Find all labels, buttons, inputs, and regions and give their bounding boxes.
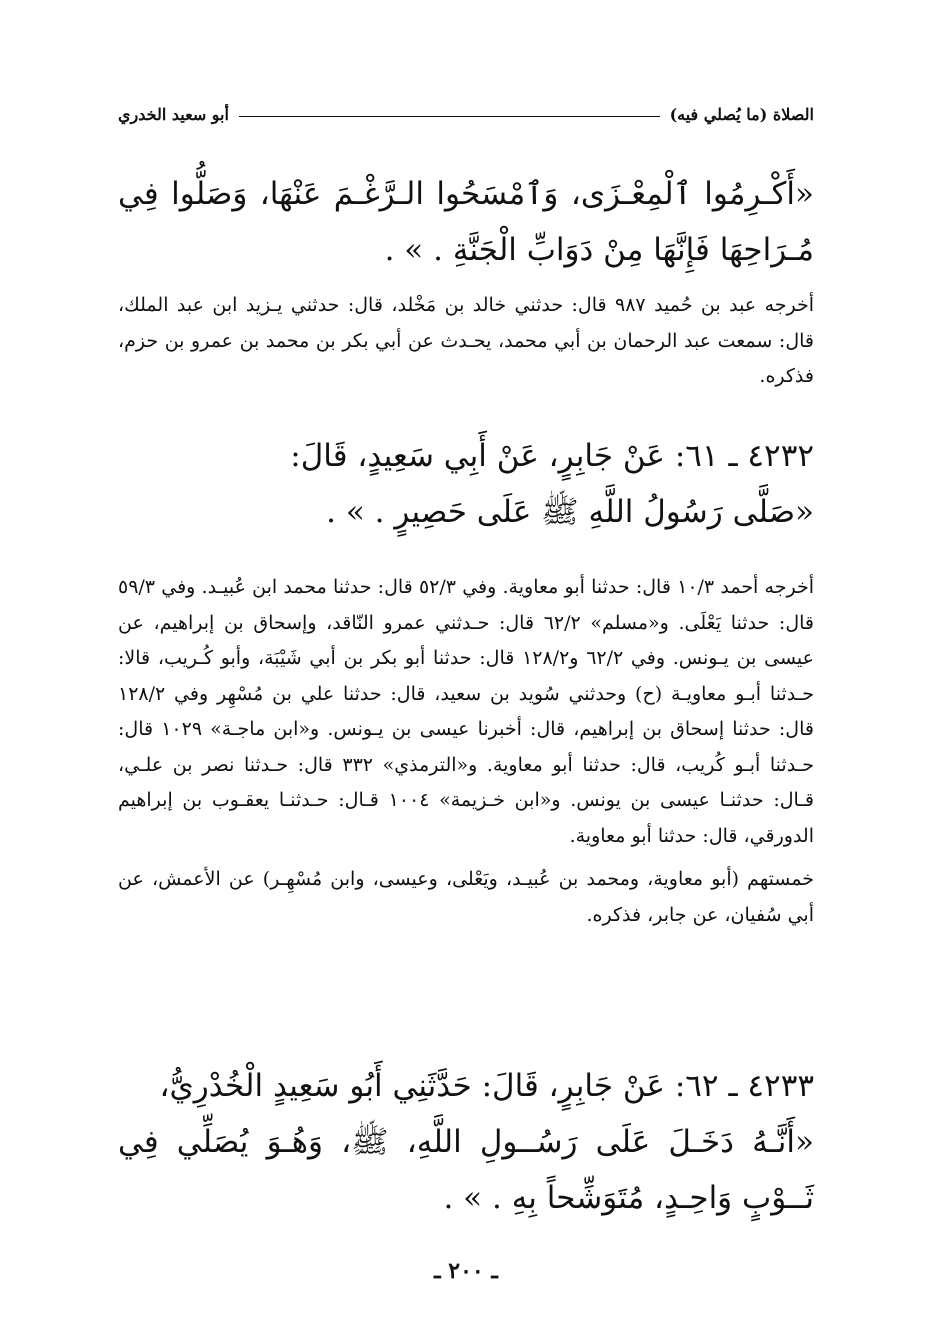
hadith-text-a [118, 166, 814, 278]
hadith-matn: «صَلَّى رَسُولُ اللَّهِ ﷺ عَلَى حَصِيرٍ . » . [326, 494, 814, 530]
takhrij-summary: خمستهم (أبو معاوية، ومحمد بن عُبيـد، ويَعْلى، وعيسى، وابن مُسْهِـر) عن الأعمش، عن أبي سُفيان، عن جابر، فذكره. [118, 868, 814, 926]
header-rule [239, 116, 660, 117]
hadith-heading: ٤٢٣٣ ـ ٦٢: عَنْ جَابِرٍ، قَالَ: حَدَّثَنِي أَبُو سَعِيدٍ الْخُدْرِيُّ، [159, 1068, 814, 1104]
hadith-heading: ٤٢٣٢ ـ ٦١: عَنْ جَابِرٍ، عَنْ أَبِي سَعِيدٍ، قَالَ: [290, 438, 814, 474]
hadith-4233 [118, 1058, 814, 1226]
running-header [118, 96, 814, 124]
hadith-matn: «أَنَّـهُ دَخَـلَ عَلَى رَسُــولِ اللَّهِ، ﷺ، وَهُـوَ يُصَلِّي فِي ثَــوْبٍ وَاحِـدٍ، مُتَوَشِّحاً بِهِ . » . [118, 1124, 814, 1216]
header-section-title: أبو سعيد الخدري [118, 105, 229, 124]
takhrij-4232 [118, 570, 814, 933]
hadith-matn: «أَكْـرِمُوا ٱلْمِعْـزَى، وَٱمْسَحُوا الـرَّغْـمَ عَنْهَا، وَصَلُّوا فِي مُـرَاحِهَا فَإِنَّهَا مِنْ دَوَابِّ الْجَنَّةِ . » . [118, 176, 814, 268]
header-chapter-title: الصلاة (ما يُصلي فيه) [669, 105, 814, 124]
page-number: ـ ٢٠٠ ـ [434, 1258, 498, 1284]
hadith-4232 [118, 428, 814, 540]
takhrij-paragraph: أخرجه عبد بن حُميد ٩٨٧ قال: حدثني خالد بن مَخْلد، قال: حدثني يـزيد ابن عبد الملك، قال: سمعت عبد الرحمان بن أبي محمد، يحـدث عن أبي بكر بن محمد بن عمرو بن حزم، فذكره. [118, 294, 815, 387]
takhrij-a [118, 288, 814, 395]
takhrij-paragraph: أخرجه أحمد ١٠/٣ قال: حدثنا أبو معاوية. وفي ٥٢/٣ قال: حدثنا محمد ابن عُبيـد. وفي ٥٩/٣ قال: حدثنا يَعْلَى. و«مسلم» ٦٢/٢ قال: حـدثني عمرو النّاقد، وإسحاق بن إبراهيم، عن عيسى بن يـونس. وفي ٦٢/٢ و١٢٨/٢ قال: حدثنا أبو بكر بن أبي شَيْبَة، وأبو كُـريب، قالا: حـدثنا أبـو معاويـة (ح) وحدثني سُويد بن سعيد، قال: حدثنا علي بن مُسْهِر وفي ١٢٨/٢ قال: حدثنا إسحاق بن إبراهيم، قال: أخبرنا عيسى بن يـونس. و«ابن ماجـة» ١٠٢٩ قال: حـدثنا أبـو كُريب، قال: حدثنا أبو معاوية. و«الترمذي» ٣٣٢ قال: حـدثنا نصر بن علـي، قـال: حدثنـا عيسى بن يونس. و«ابن خـزيمة» ١٠٠٤ قـال: حـدثنـا يعقـوب بن إبراهيم الدورقي، قال: حدثنا أبو معاوية. [118, 576, 814, 847]
